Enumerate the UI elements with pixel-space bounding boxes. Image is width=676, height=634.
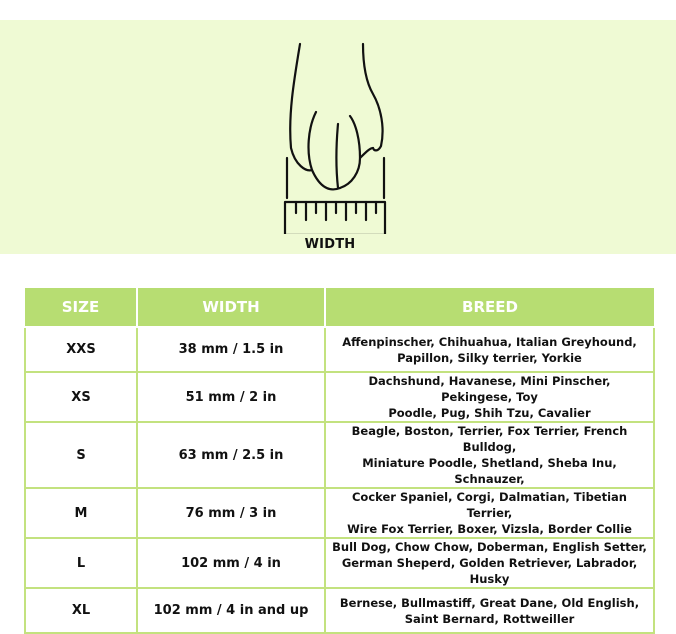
breed-cell: [325, 422, 654, 488]
table-row: [25, 422, 654, 488]
breed-cell: [325, 327, 654, 372]
width-cell: 63 mm / 2.5 in: [137, 422, 325, 488]
table-row: [25, 588, 654, 633]
breed-cell: [325, 372, 654, 422]
table-row: [25, 488, 654, 538]
breed-line: German Sheperd, Golden Retriever, Labrador, Husky: [341, 556, 638, 586]
breed-line: Beagle, Boston, Terrier, Fox Terrier, French Bulldog,: [351, 424, 628, 454]
breed-line: Papillon, Silky terrier, Yorkie: [397, 350, 582, 365]
width-cell: 102 mm / 4 in and up: [137, 588, 325, 633]
breed-cell: [325, 538, 654, 588]
breed-line: Dachshund, Havanese, Mini Pinscher, Pekingese, Toy: [368, 374, 611, 404]
breed-line: Cocker Spaniel, Corgi, Dalmatian, Tibetian Terrier,: [351, 490, 627, 520]
paw-measuring-icon: [270, 20, 400, 234]
size-chart-table: [24, 288, 655, 634]
table-row: [25, 538, 654, 588]
table-row: [25, 372, 654, 422]
size-cell: S: [25, 422, 137, 488]
size-cell: L: [25, 538, 137, 588]
size-cell: XS: [25, 372, 137, 422]
size-cell: M: [25, 488, 137, 538]
table-row: [25, 327, 654, 372]
width-caption: WIDTH: [304, 237, 356, 252]
size-cell: XXS: [25, 327, 137, 372]
width-cell: 102 mm / 4 in: [137, 538, 325, 588]
header-width: WIDTH: [137, 288, 325, 327]
breed-line: Bull Dog, Chow Chow, Doberman, English Setter,: [332, 540, 647, 554]
breed-line: Affenpinscher, Chihuahua, Italian Greyhound,: [342, 334, 637, 349]
width-cell: 51 mm / 2 in: [137, 372, 325, 422]
header-breed: BREED: [325, 288, 654, 327]
breed-line: Saint Bernard, Rottweiller: [404, 611, 575, 626]
breed-cell: [325, 488, 654, 538]
breed-line: Poodle, Pug, Shih Tzu, Cavalier: [388, 406, 591, 420]
breed-line: Bernese, Bullmastiff, Great Dane, Old English,: [339, 595, 640, 610]
table-header-row: [25, 288, 654, 327]
size-cell: XL: [25, 588, 137, 633]
header-size: SIZE: [25, 288, 137, 327]
breed-cell: [325, 588, 654, 633]
width-cell: 76 mm / 3 in: [137, 488, 325, 538]
breed-line: Miniature Poodle, Shetland, Sheba Inu, Schnauzer,: [362, 456, 617, 486]
breed-line: Wire Fox Terrier, Boxer, Vizsla, Border Collie: [347, 522, 632, 536]
width-cell: 38 mm / 1.5 in: [137, 327, 325, 372]
